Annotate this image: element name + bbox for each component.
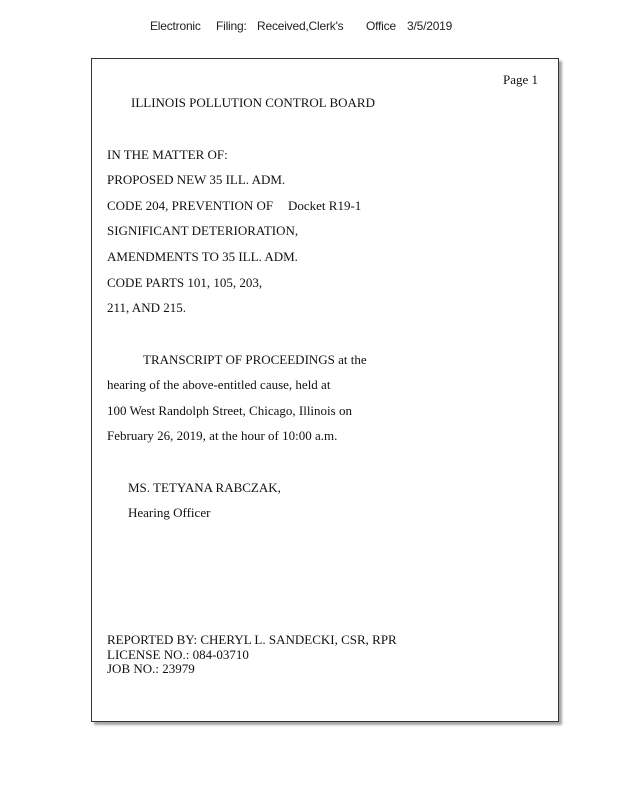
license-number: LICENSE NO.: 084-03710 <box>107 647 249 662</box>
board-title: ILLINOIS POLLUTION CONTROL BOARD <box>131 95 375 110</box>
matter-line: PROPOSED NEW 35 ILL. ADM. <box>107 172 286 187</box>
matter-line: CODE 204, PREVENTION OF <box>107 198 274 213</box>
matter-line: CODE PARTS 101, 105, 203, <box>107 275 263 290</box>
hearing-officer-name: MS. TETYANA RABCZAK, <box>128 480 281 495</box>
header-office: Office <box>366 19 396 33</box>
transcript-line: February 26, 2019, at the hour of 10:00 a.m. <box>107 428 338 443</box>
page-number: Page 1 <box>503 72 539 87</box>
header-received: Received,Clerk's <box>257 19 344 33</box>
transcript-line: hearing of the above-entitled cause, held at <box>107 377 331 392</box>
matter-line: SIGNIFICANT DETERIORATION, <box>107 223 299 238</box>
transcript-page <box>91 58 559 722</box>
matter-line: 211, AND 215. <box>107 300 186 315</box>
filing-stamp-header <box>0 19 618 37</box>
reported-by: REPORTED BY: CHERYL L. SANDECKI, CSR, RPR <box>107 632 397 647</box>
header-filing: Filing: <box>216 19 247 33</box>
job-number: JOB NO.: 23979 <box>107 661 195 676</box>
header-date: 3/5/2019 <box>407 19 453 33</box>
docket-number: Docket R19-1 <box>288 198 362 213</box>
transcript-line: 100 West Randolph Street, Chicago, Illinois on <box>107 403 352 418</box>
matter-line: AMENDMENTS TO 35 ILL. ADM. <box>107 249 298 264</box>
matter-line: IN THE MATTER OF: <box>107 147 228 162</box>
hearing-officer-title: Hearing Officer <box>128 505 211 520</box>
transcript-line: TRANSCRIPT OF PROCEEDINGS at the <box>143 352 367 367</box>
header-electronic: Electronic <box>150 19 201 33</box>
